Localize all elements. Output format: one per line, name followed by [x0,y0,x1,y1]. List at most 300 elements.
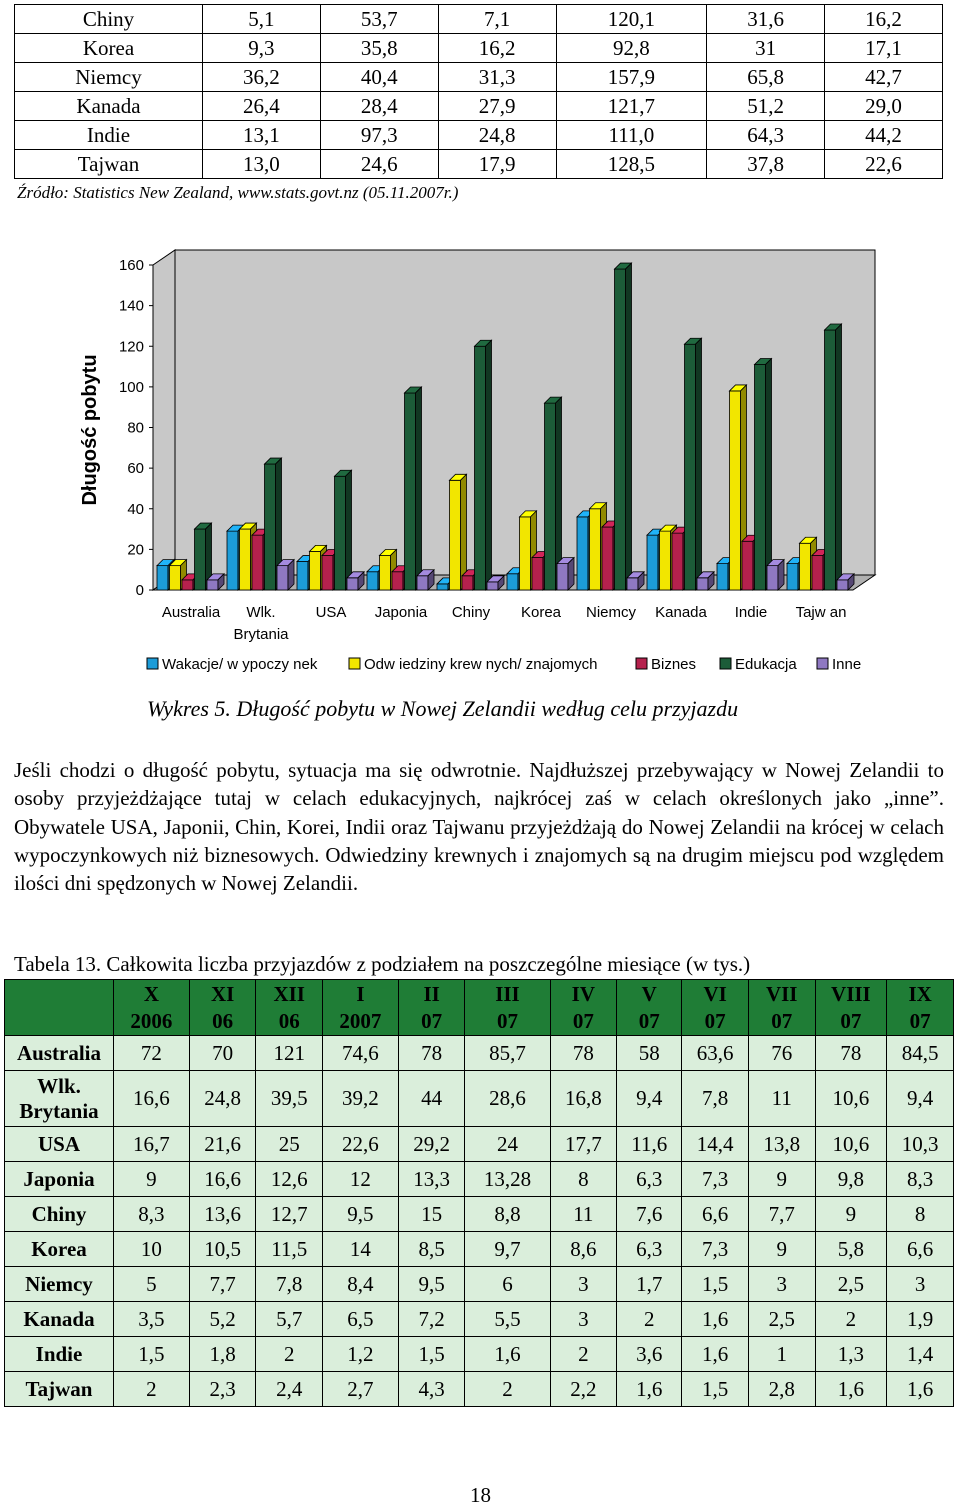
table-cell: 1,5 [398,1337,465,1372]
x-tick-label: Indie [734,604,768,621]
bar-side [836,324,842,590]
table-cell: 1,8 [189,1337,256,1372]
table-cell: 11,5 [256,1232,323,1267]
table-cell: 4,3 [398,1372,465,1407]
column-header-line: 07 [840,1008,862,1033]
table-cell: 6,6 [887,1232,954,1267]
row-label: Chiny [5,1197,114,1232]
table-cell: 13,8 [748,1127,815,1162]
table-cell: 9 [748,1232,815,1267]
legend-swatch [147,658,158,669]
table-cell: 7,2 [398,1302,465,1337]
table-cell: 3,6 [617,1337,682,1372]
row-label: Kanada [15,92,203,121]
table-cell: 40,4 [320,63,438,92]
bar-front [800,543,811,590]
table-cell: 9,4 [617,1071,682,1127]
top-table-row [15,150,943,179]
column-header-line: 06 [278,1008,300,1033]
column-header [114,980,190,1036]
table-cell: 10,3 [887,1127,954,1162]
bar-front [347,578,358,590]
column-header [748,980,815,1036]
table-cell: 78 [550,1036,617,1071]
column-header-line: 07 [421,1008,443,1033]
table-cell: 1,6 [887,1372,954,1407]
table-cell: 25 [256,1127,323,1162]
table-cell: 1,6 [682,1337,749,1372]
x-tick-label: USA [315,604,347,621]
table-cell: 24,6 [320,150,438,179]
table-cell: 17,9 [438,150,556,179]
table-cell: 39,2 [323,1071,399,1127]
header-corner [5,980,114,1036]
table-cell: 72 [114,1036,190,1071]
table-cell: 2,2 [550,1372,617,1407]
table-cell: 8,5 [398,1232,465,1267]
table-cell: 6,5 [323,1302,399,1337]
arrivals-table-body [5,980,954,1407]
table-cell: 2 [114,1372,190,1407]
table-cell: 16,7 [114,1127,190,1162]
table-cell: 3 [887,1267,954,1302]
table-cell: 1,5 [682,1267,749,1302]
column-header-line: VII [765,981,798,1006]
table-cell: 8,8 [465,1197,550,1232]
legend-label: Odw iedziny krew nych/ znajomych [364,656,598,673]
table-row [5,1162,954,1197]
arrivals-table [4,979,954,1407]
table-cell: 28,4 [320,92,438,121]
table-cell: 128,5 [556,150,707,179]
table-cell: 2 [465,1372,550,1407]
table-cell: 51,2 [707,92,825,121]
bar-side [778,560,784,590]
row-label: Indie [5,1337,114,1372]
duration-chart [0,205,960,675]
table-cell: 121 [256,1036,323,1071]
bar-front [277,566,288,590]
bar [755,359,772,590]
row-label: Korea [5,1232,114,1267]
table-cell: 121,7 [556,92,707,121]
row-label: Niemcy [5,1267,114,1302]
top-table-row [15,63,943,92]
row-label: Chiny [15,5,203,34]
table-cell: 58 [617,1036,682,1071]
table-cell: 1,2 [323,1337,399,1372]
table-cell: 16,8 [550,1071,617,1127]
row-label: Australia [5,1036,114,1071]
bar [417,570,434,590]
table-cell: 1,9 [887,1302,954,1337]
x-tick-label: Korea [520,604,562,621]
bar-front [742,541,753,590]
y-tick-label: 60 [127,460,144,478]
table-row [5,1232,954,1267]
table-cell: 97,3 [320,121,438,150]
table-cell: 1,5 [114,1337,190,1372]
column-header-line: 07 [638,1008,660,1033]
y-tick-label: 80 [127,419,144,437]
row-label: Indie [15,121,203,150]
bar-front [417,576,428,590]
table-cell: 29,2 [398,1127,465,1162]
table-cell: 78 [815,1036,887,1071]
table-cell: 17,7 [550,1127,617,1162]
bar [405,387,422,590]
table-cell: 28,6 [465,1071,550,1127]
table-cell: 3 [748,1267,815,1302]
row-label: Wlk. Brytania [5,1071,114,1127]
column-header [887,980,954,1036]
table-row [5,1302,954,1337]
table-cell: 14,4 [682,1127,749,1162]
column-header [815,980,887,1036]
column-header [398,980,465,1036]
table-cell: 8 [887,1197,954,1232]
table-cell: 12 [323,1162,399,1197]
bar-side [346,470,352,590]
table-cell: 1,6 [815,1372,887,1407]
y-tick-label: 100 [118,378,144,396]
table-row [5,1127,954,1162]
bar [685,338,702,590]
x-tick-label: Australia [161,604,221,621]
table-row [5,1372,954,1407]
table-cell: 16,6 [114,1071,190,1127]
table-cell: 8 [550,1162,617,1197]
row-label: Kanada [5,1302,114,1337]
column-header-line: 07 [909,1008,931,1033]
table-cell: 76 [748,1036,815,1071]
bar-side [416,387,422,590]
bar-front [450,480,461,590]
column-header [189,980,256,1036]
table-cell: 2 [256,1337,323,1372]
column-header [550,980,617,1036]
table-cell: 7,3 [682,1162,749,1197]
bar-front [367,572,378,590]
table-cell: 3,5 [114,1302,190,1337]
table-cell: 12,6 [256,1162,323,1197]
bar-front [157,566,168,590]
column-header-line: I [356,981,365,1006]
bar-front [335,476,346,590]
table-cell: 1,4 [887,1337,954,1372]
row-label: Tajwan [5,1372,114,1407]
table-cell: 9 [748,1162,815,1197]
table-cell: 7,6 [617,1197,682,1232]
bar-front [590,509,601,590]
table-cell: 8,3 [114,1197,190,1232]
table-cell: 9 [114,1162,190,1197]
bar-front [252,535,263,590]
row-label: Tajwan [15,150,203,179]
column-header [682,980,749,1036]
table-cell: 8,4 [323,1267,399,1302]
bar-front [392,572,403,590]
table-cell: 1 [748,1337,815,1372]
table-cell: 5,8 [815,1232,887,1267]
legend-swatch [349,658,360,669]
table-cell: 39,5 [256,1071,323,1127]
row-label: Niemcy [15,63,203,92]
top-table-row [15,92,943,121]
table-row [5,1267,954,1302]
table-cell: 111,0 [556,121,707,150]
table-cell: 9,3 [203,34,321,63]
bar-front [730,391,741,590]
column-header [617,980,682,1036]
table-cell: 1,6 [617,1372,682,1407]
y-tick-label: 20 [127,541,144,559]
bar-front [520,517,531,590]
top-table-body [15,5,943,179]
legend-label: Biznes [651,656,697,673]
table-cell: 9,5 [398,1267,465,1302]
table-cell: 2 [815,1302,887,1337]
y-tick-label: 40 [127,500,144,518]
table-cell: 2,5 [748,1302,815,1337]
column-header-line: VIII [831,981,871,1006]
table-cell: 21,6 [189,1127,256,1162]
x-tick-label: Japonia [374,604,428,621]
source-note: Źródło: Statistics New Zealand, www.stats.govt.nz (05.11.2007r.) [17,183,459,202]
bar-front [717,564,728,590]
y-tick-label: 0 [135,582,144,599]
body-paragraph: Jeśli chodzi o długość pobytu, sytuacja ma się odwrotnie. Najdłuższej przebywający w Nowej Zelandii to osoby przyjeżdżające tutaj w celach edukacyjnych, najkrócej zaś w celach określonych jako „inne”. Obywatele USA, Japonii, Chin, Korei, Indii oraz Tajwanu przyjeżdżają do Nowej Zelandii na krócej w celach wypoczynkowych niż biznesowych. Odwiedziny krewnych i znajomych są na drugim miejscu pod względem ilości dni spędzonych w Nowej Zelandii. [14,758,944,896]
table-cell: 14 [323,1232,399,1267]
table-cell: 5,2 [189,1302,256,1337]
table-cell: 9,5 [323,1197,399,1232]
bar-front [557,564,568,590]
y-tick-label: 140 [118,297,144,315]
legend-label: Wakacje/ w ypoczy nek [162,656,318,673]
table-row [5,1337,954,1372]
x-tick-label: Wlk. [246,604,276,621]
table-cell: 7,8 [256,1267,323,1302]
table-caption: Tabela 13. Całkowita liczba przyjazdów z podziałem na poszczególne miesiące (w tys.) [14,952,751,976]
table-cell: 24,8 [438,121,556,150]
x-tick-label: Brytania [233,626,289,643]
bar-front [615,269,626,590]
table-cell: 2 [550,1337,617,1372]
table-cell: 24,8 [189,1071,256,1127]
top-table-row [15,121,943,150]
table-cell: 5,7 [256,1302,323,1337]
column-header-line: V [641,981,657,1006]
bar-front [487,582,498,590]
bar-front [627,578,638,590]
y-axis-title: Długość pobytu [79,354,101,506]
table-cell: 26,4 [203,92,321,121]
x-tick-label: Niemcy [585,604,637,621]
table-cell: 1,5 [682,1372,749,1407]
column-header-line: XII [273,981,305,1006]
table-cell: 22,6 [825,150,943,179]
table-cell: 16,2 [825,5,943,34]
table-cell: 8,6 [550,1232,617,1267]
bar [545,397,562,590]
x-tick-label: Kanada [655,604,707,621]
table-cell: 6 [465,1267,550,1302]
table-cell: 1,6 [682,1302,749,1337]
table-cell: 9 [815,1197,887,1232]
table-cell: 11 [748,1071,815,1127]
bar-front [195,529,206,590]
table-cell: 7,3 [682,1232,749,1267]
table-cell: 84,5 [887,1036,954,1071]
bar-front [602,527,613,590]
table-cell: 29,0 [825,92,943,121]
column-header-line: VI [703,981,727,1006]
column-header-line: X [143,981,159,1006]
table-cell: 65,8 [707,63,825,92]
bar-front [837,580,848,590]
x-tick-label: Chiny [451,604,491,621]
table-cell: 22,6 [323,1127,399,1162]
bar-front [672,533,683,590]
table-cell: 5,5 [465,1302,550,1337]
top-data-table [14,4,943,179]
table-cell: 16,6 [189,1162,256,1197]
header-row [5,980,954,1036]
legend-swatch [636,658,647,669]
bar-front [227,531,238,590]
bar-front [462,576,473,590]
table-cell: 6,6 [682,1197,749,1232]
bar-front [207,580,218,590]
table-row [5,1071,954,1127]
table-cell: 3 [550,1302,617,1337]
bar-front [310,551,321,590]
column-header-line: 07 [496,1008,518,1033]
table-cell: 6,3 [617,1162,682,1197]
table-cell: 11 [550,1197,617,1232]
table-cell: 10,5 [189,1232,256,1267]
table-cell: 2,8 [748,1372,815,1407]
column-header-line: II [423,981,440,1006]
column-header [323,980,399,1036]
bar-side [568,558,574,590]
table-cell: 11,6 [617,1127,682,1162]
bar-front [240,529,251,590]
bar [475,340,492,590]
bar-front [825,330,836,590]
table-cell: 31,3 [438,63,556,92]
bar-front [437,584,448,590]
table-cell: 10,6 [815,1127,887,1162]
table-cell: 1,7 [617,1267,682,1302]
bar-front [405,393,416,590]
row-label: USA [5,1127,114,1162]
table-cell: 44 [398,1071,465,1127]
bar-front [507,574,518,590]
table-cell: 10,6 [815,1071,887,1127]
top-table-row [15,5,943,34]
column-header-line: 07 [704,1008,726,1033]
column-header-line: IV [571,981,595,1006]
bar-side [288,560,294,590]
table-cell: 120,1 [556,5,707,34]
table-cell: 13,1 [203,121,321,150]
column-header-line: IX [908,981,932,1006]
table-cell: 17,1 [825,34,943,63]
table-cell: 31 [707,34,825,63]
table-cell: 157,9 [556,63,707,92]
bar-front [322,555,333,590]
table-cell: 9,4 [887,1071,954,1127]
table-cell: 63,6 [682,1036,749,1071]
table-cell: 13,3 [398,1162,465,1197]
column-header-line: 07 [572,1008,594,1033]
table-cell: 9,8 [815,1162,887,1197]
table-cell: 7,8 [682,1071,749,1127]
bar-front [660,531,671,590]
bar-front [297,562,308,590]
bar-front [265,464,276,590]
bar-side [486,340,492,590]
bar-front [532,558,543,591]
bar [767,560,784,590]
table-cell: 85,7 [465,1036,550,1071]
table-cell: 36,2 [203,63,321,92]
top-table-row [15,34,943,63]
table-cell: 5 [114,1267,190,1302]
bar [557,558,574,590]
bar-front [182,580,193,590]
bar-front [545,403,556,590]
bar-side [696,338,702,590]
row-label: Korea [15,34,203,63]
table-cell: 2,4 [256,1372,323,1407]
table-cell: 44,2 [825,121,943,150]
table-cell: 1,6 [465,1337,550,1372]
table-cell: 5,1 [203,5,321,34]
table-cell: 13,6 [189,1197,256,1232]
column-header [465,980,550,1036]
column-header [256,980,323,1036]
table-cell: 78 [398,1036,465,1071]
column-header-line: 06 [212,1008,234,1033]
bar [335,470,352,590]
table-cell: 53,7 [320,5,438,34]
row-label: Japonia [5,1162,114,1197]
chart-caption: Wykres 5. Długość pobytu w Nowej Zelandii według celu przyjazdu [147,696,739,721]
table-cell: 7,1 [438,5,556,34]
bar-side [766,359,772,590]
table-cell: 35,8 [320,34,438,63]
y-tick-label: 120 [118,338,144,356]
table-cell: 16,2 [438,34,556,63]
bar-front [170,566,181,590]
table-cell: 7,7 [189,1267,256,1302]
table-cell: 6,3 [617,1232,682,1267]
table-cell: 70 [189,1036,256,1071]
table-cell: 2,5 [815,1267,887,1302]
column-header-line: 2007 [339,1008,382,1033]
legend-swatch [817,658,828,669]
table-row [5,1197,954,1232]
table-cell: 31,6 [707,5,825,34]
table-cell: 12,7 [256,1197,323,1232]
bar [825,324,842,590]
table-cell: 1,3 [815,1337,887,1372]
table-cell: 13,0 [203,150,321,179]
table-cell: 64,3 [707,121,825,150]
table-cell: 2 [617,1302,682,1337]
